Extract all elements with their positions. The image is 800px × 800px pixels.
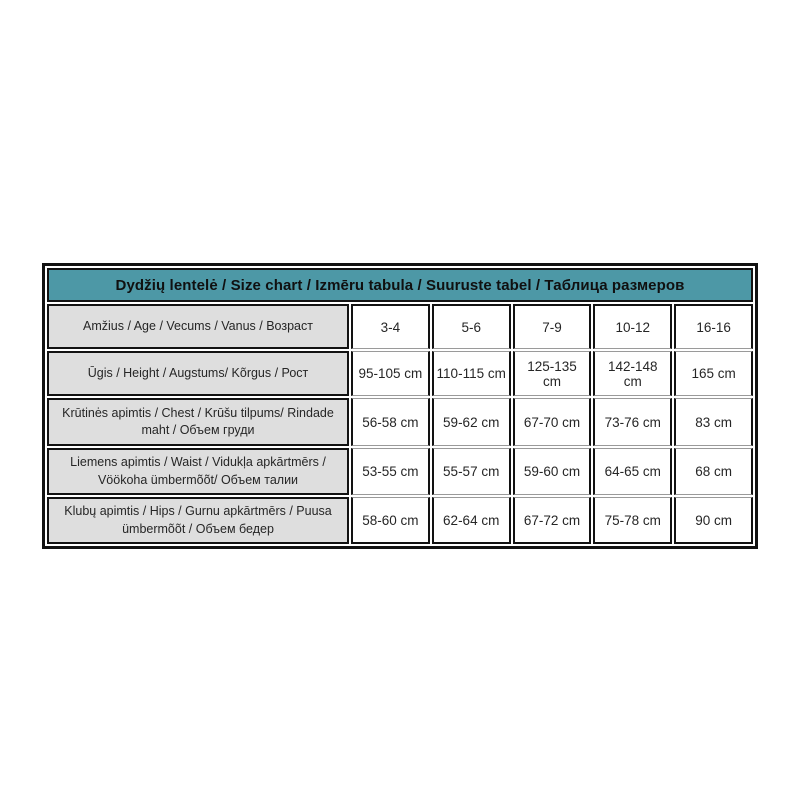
value-cell: 53-55 cm: [351, 448, 430, 495]
table-row-waist: [47, 448, 753, 495]
table-header: [47, 268, 753, 302]
value-cell: 90 cm: [674, 497, 753, 544]
value-cell: 62-64 cm: [432, 497, 511, 544]
value-cell: 165 cm: [674, 351, 753, 396]
table-row-age: [47, 304, 753, 349]
title-row: [47, 268, 753, 302]
table-row-chest: [47, 398, 753, 446]
value-cell: 142-148 cm: [593, 351, 672, 396]
table-row-hips: [47, 497, 753, 544]
value-cell: 5-6: [432, 304, 511, 349]
table-title: Dydžių lentelė / Size chart / Izmēru tabula / Suuruste tabel / Таблица размеров: [47, 268, 753, 302]
table-body: [47, 304, 753, 544]
value-cell: 75-78 cm: [593, 497, 672, 544]
table-row-height: [47, 351, 753, 396]
row-label-hips: Klubų apimtis / Hips / Gurnu apkārtmērs / Puusa ümbermõõt / Объем бедер: [47, 497, 349, 544]
row-label-age: Amžius / Age / Vecums / Vanus / Возраст: [47, 304, 349, 349]
value-cell: 7-9: [513, 304, 592, 349]
row-label-height: Ūgis / Height / Augstums/ Kõrgus / Рост: [47, 351, 349, 396]
value-cell: 16-16: [674, 304, 753, 349]
value-cell: 10-12: [593, 304, 672, 349]
value-cell: 67-70 cm: [513, 398, 592, 446]
row-label-chest: Krūtinės apimtis / Chest / Krūšu tilpums/ Rindade maht / Объем груди: [47, 398, 349, 446]
value-cell: 95-105 cm: [351, 351, 430, 396]
value-cell: 110-115 cm: [432, 351, 511, 396]
value-cell: 59-60 cm: [513, 448, 592, 495]
value-cell: 64-65 cm: [593, 448, 672, 495]
row-label-waist: Liemens apimtis / Waist / Vidukļa apkārtmērs / Vöökoha ümbermõõt/ Объем талии: [47, 448, 349, 495]
value-cell: 3-4: [351, 304, 430, 349]
value-cell: 58-60 cm: [351, 497, 430, 544]
value-cell: 55-57 cm: [432, 448, 511, 495]
value-cell: 83 cm: [674, 398, 753, 446]
value-cell: 59-62 cm: [432, 398, 511, 446]
value-cell: 67-72 cm: [513, 497, 592, 544]
value-cell: 125-135 cm: [513, 351, 592, 396]
value-cell: 56-58 cm: [351, 398, 430, 446]
value-cell: 73-76 cm: [593, 398, 672, 446]
value-cell: 68 cm: [674, 448, 753, 495]
size-chart-table: [42, 263, 758, 549]
